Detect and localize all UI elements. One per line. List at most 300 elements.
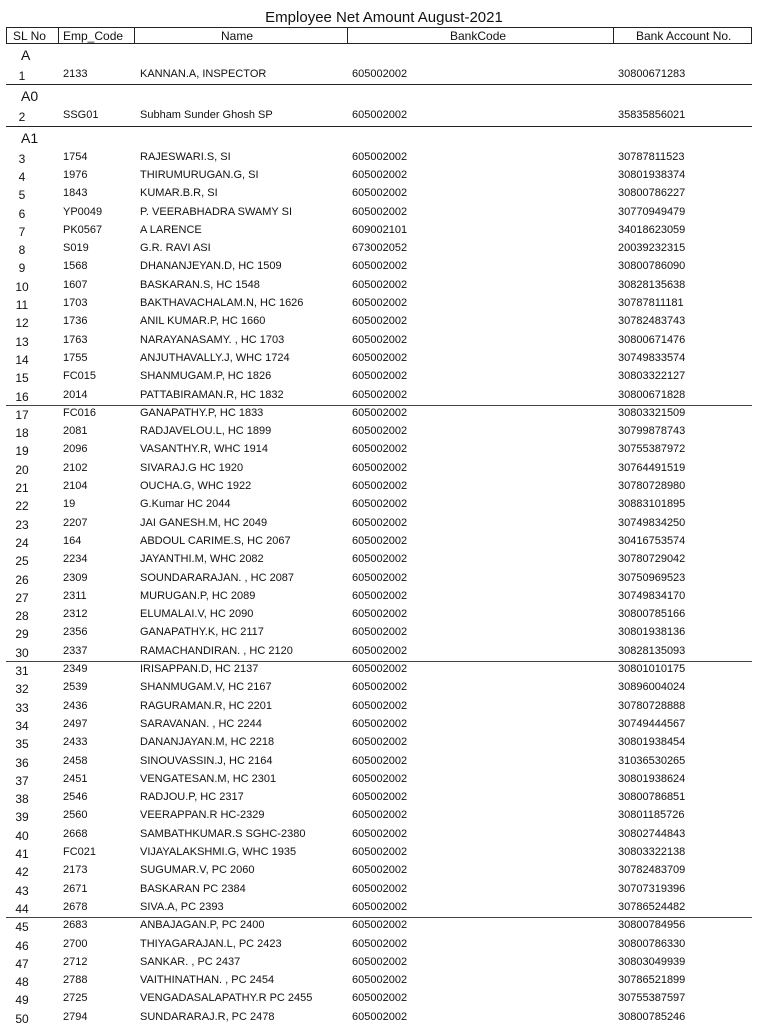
cell-name: DHANANJEYAN.D, HC 1509 [140, 260, 282, 273]
cell-sl-no: 47 [15, 956, 29, 971]
page-title: Employee Net Amount August-2021 [265, 9, 503, 26]
table-row [6, 349, 752, 367]
table-row [6, 806, 752, 824]
cell-name: THIYAGARAJAN.L, PC 2423 [140, 937, 282, 950]
table-row [6, 312, 752, 330]
cell-name: G.Kumar HC 2044 [140, 498, 231, 511]
table-row [6, 514, 752, 532]
cell-bank-code: 605002002 [352, 534, 408, 547]
cell-sl-no: 4 [18, 169, 26, 184]
cell-emp-code: 2725 [63, 992, 88, 1005]
cell-bank-code: 605002002 [352, 864, 408, 877]
cell-emp-code: 2311 [63, 589, 87, 602]
cell-emp-code: 2433 [63, 736, 88, 749]
cell-sl-no: 14 [15, 352, 29, 367]
cell-sl-no: 28 [15, 609, 29, 624]
group-header [6, 127, 752, 147]
cell-account: 30800671283 [618, 68, 686, 80]
cell-account: 30782483709 [618, 864, 686, 877]
group-label: A1 [21, 129, 39, 146]
cell-sl-no: 41 [15, 847, 29, 861]
cell-account: 30803049939 [618, 955, 686, 968]
cell-account: 30801938374 [618, 168, 686, 181]
cell-account: 30801938454 [618, 736, 686, 749]
cell-bank-code: 609002101 [352, 223, 408, 236]
table-row [6, 605, 752, 623]
cell-account: 30787811181 [618, 297, 684, 309]
cell-sl-no: 21 [15, 481, 29, 495]
cell-name: SUGUMAR.V, PC 2060 [140, 864, 255, 877]
cell-account: 30749834170 [618, 589, 686, 602]
cell-account: 30787811523 [618, 150, 685, 163]
cell-name: VASANTHY.R, WHC 1914 [140, 443, 268, 456]
cell-emp-code: 2788 [63, 974, 88, 987]
employee-table-body [6, 44, 752, 1024]
table-row [6, 331, 752, 349]
cell-account: 30750969523 [618, 571, 686, 584]
cell-account: 30780728980 [618, 480, 686, 492]
cell-bank-code: 605002002 [352, 315, 408, 328]
cell-bank-code: 605002002 [352, 974, 408, 987]
cell-account: 30800786227 [618, 187, 686, 200]
cell-emp-code: 2337 [63, 644, 88, 657]
cell-bank-code: 605002002 [352, 827, 408, 840]
cell-account: 30800784956 [618, 919, 686, 932]
cell-bank-code: 605002002 [352, 1010, 408, 1023]
cell-sl-no: 44 [15, 901, 29, 916]
cell-name: OUCHA.G, WHC 1922 [140, 480, 252, 492]
cell-bank-code: 605002002 [352, 516, 408, 529]
cell-sl-no: 39 [15, 810, 29, 825]
cell-name: RADJOU.P, HC 2317 [140, 791, 244, 804]
cell-sl-no: 49 [15, 993, 29, 1008]
cell-account: 30780729042 [618, 553, 686, 566]
table-row [6, 106, 752, 124]
cell-account: 30782483743 [618, 315, 686, 328]
cell-account: 30780728888 [618, 699, 686, 712]
cell-sl-no: 32 [15, 682, 29, 697]
cell-emp-code: 2096 [63, 443, 88, 456]
table-row [6, 788, 752, 806]
cell-sl-no: 20 [15, 462, 29, 477]
table-row [6, 422, 752, 440]
cell-sl-no: 40 [15, 828, 29, 843]
cell-bank-code: 605002002 [352, 443, 408, 456]
cell-name: BASKARAN.S, HC 1548 [140, 278, 260, 291]
cell-sl-no: 15 [15, 371, 29, 386]
cell-account: 30770949479 [618, 205, 686, 218]
table-row [6, 916, 752, 934]
cell-name: KUMAR.B.R, SI [140, 187, 218, 200]
table-row [6, 770, 752, 788]
cell-name: JAYANTHI.M, WHC 2082 [140, 553, 264, 566]
cell-bank-code: 605002002 [352, 351, 408, 364]
table-row [6, 459, 752, 477]
cell-account: 30800785166 [618, 608, 686, 621]
cell-emp-code: 1755 [63, 351, 88, 364]
cell-sl-no: 6 [18, 206, 26, 221]
cell-account: 20039232315 [618, 242, 686, 255]
cell-bank-code: 605002002 [352, 109, 408, 122]
cell-emp-code: 1607 [63, 278, 88, 291]
cell-name: VENGATESAN.M, HC 2301 [140, 772, 277, 785]
cell-emp-code: 2102 [63, 461, 88, 474]
cell-emp-code: 2678 [63, 900, 88, 913]
cell-sl-no: 37 [15, 773, 29, 788]
group-label: A [21, 47, 31, 63]
cell-sl-no: 18 [15, 426, 29, 441]
cell-bank-code: 605002002 [352, 754, 408, 767]
cell-emp-code: 2794 [63, 1010, 88, 1023]
cell-bank-code: 605002002 [352, 388, 408, 401]
cell-name: ANBAJAGAN.P, PC 2400 [140, 919, 265, 932]
col-header-sl-no: SL No [13, 29, 46, 43]
cell-account: 30749833574 [618, 351, 686, 364]
table-row [6, 935, 752, 953]
table-header [6, 27, 752, 44]
cell-bank-code: 605002002 [352, 955, 408, 968]
group-header [6, 85, 752, 105]
cell-bank-code: 605002002 [352, 278, 408, 291]
cell-emp-code: 2207 [63, 516, 88, 529]
cell-bank-code: 605002002 [352, 992, 408, 1005]
cell-emp-code: 2014 [63, 388, 88, 401]
cell-sl-no: 10 [15, 279, 29, 294]
cell-sl-no: 34 [15, 718, 29, 733]
cell-sl-no: 1 [18, 69, 26, 83]
cell-account: 30764491519 [618, 461, 686, 474]
cell-bank-code: 605002002 [352, 919, 408, 932]
cell-name: ANJUTHAVALLY.J, WHC 1724 [140, 351, 290, 364]
cell-sl-no: 50 [15, 1011, 29, 1026]
cell-bank-code: 605002002 [352, 626, 408, 639]
cell-emp-code: 2309 [63, 571, 88, 584]
cell-sl-no: 11 [15, 298, 29, 312]
table-row [6, 166, 752, 184]
table-row [6, 477, 752, 495]
table-row [6, 203, 752, 221]
cell-account: 34018623059 [618, 223, 686, 236]
cell-account: 30801185726 [618, 809, 685, 822]
cell-name: MURUGAN.P, HC 2089 [140, 589, 256, 602]
cell-name: A LARENCE [140, 223, 202, 236]
cell-emp-code: 2234 [63, 553, 88, 566]
cell-emp-code: 2356 [63, 626, 88, 639]
table-row [6, 697, 752, 715]
cell-name: SINOUVASSIN.J, HC 2164 [140, 754, 273, 767]
cell-sl-no: 26 [15, 572, 29, 587]
cell-emp-code: 2671 [63, 882, 88, 895]
cell-bank-code: 605002002 [352, 736, 408, 749]
cell-emp-code: 2683 [63, 919, 88, 932]
cell-bank-code: 605002002 [352, 900, 408, 913]
cell-account: 30800786090 [618, 260, 686, 273]
cell-emp-code: 2458 [63, 754, 88, 767]
cell-sl-no: 22 [15, 499, 29, 514]
cell-emp-code: YP0049 [63, 205, 103, 218]
cell-name: VIJAYALAKSHMI.G, WHC 1935 [140, 846, 297, 858]
cell-emp-code: 164 [63, 534, 82, 547]
cell-name: VAITHINATHAN. , PC 2454 [140, 974, 275, 987]
cell-emp-code: 2173 [63, 864, 88, 877]
cell-name: SIVARAJ.G HC 1920 [140, 461, 244, 474]
cell-account: 30416753574 [618, 534, 686, 547]
col-header-emp-code: Emp_Code [63, 29, 124, 43]
cell-bank-code: 605002002 [352, 937, 408, 950]
cell-bank-code: 605002002 [352, 425, 408, 438]
cell-name: RAJESWARI.S, SI [140, 150, 231, 163]
table-row [6, 404, 752, 422]
cell-name: SARAVANAN. , HC 2244 [140, 717, 262, 730]
table-row [6, 239, 752, 257]
cell-name: SHANMUGAM.V, HC 2167 [140, 681, 272, 694]
group-header [6, 44, 752, 64]
cell-name: Subham Sunder Ghosh SP [140, 109, 273, 122]
cell-account: 30801010175 [618, 663, 686, 675]
cell-sl-no: 25 [15, 554, 29, 569]
cell-bank-code: 605002002 [352, 791, 408, 804]
cell-name: SANKAR. , PC 2437 [140, 955, 241, 968]
cell-sl-no: 27 [15, 590, 29, 605]
col-header-bank-code: BankCode [450, 29, 507, 43]
table-row [6, 752, 752, 770]
cell-account: 30707319396 [618, 882, 686, 895]
cell-name: RAGURAMAN.R, HC 2201 [140, 699, 273, 712]
cell-emp-code: 1703 [63, 297, 88, 309]
col-header-name: Name [221, 29, 254, 43]
cell-sl-no: 36 [15, 755, 29, 770]
table-row [6, 367, 752, 385]
cell-emp-code: 2451 [63, 772, 88, 785]
cell-account: 31036530265 [618, 754, 686, 767]
cell-name: ANIL KUMAR.P, HC 1660 [140, 315, 266, 328]
cell-account: 30883101895 [618, 498, 686, 511]
table-row [6, 65, 752, 83]
cell-account: 30800671476 [618, 333, 686, 346]
group-label: A0 [21, 88, 39, 105]
cell-sl-no: 9 [18, 261, 26, 276]
cell-sl-no: 3 [18, 151, 26, 166]
cell-sl-no: 13 [15, 334, 29, 349]
cell-bank-code: 605002002 [352, 333, 408, 346]
cell-account: 30755387597 [618, 992, 686, 1005]
table-row [6, 587, 752, 605]
cell-bank-code: 605002002 [352, 370, 408, 383]
cell-sl-no: 8 [18, 243, 26, 258]
table-row [6, 550, 752, 568]
cell-sl-no: 31 [15, 664, 29, 678]
cell-bank-code: 605002002 [352, 498, 408, 511]
cell-account: 30786521899 [618, 974, 686, 987]
cell-name: VENGADASALAPATHY.R PC 2455 [140, 992, 313, 1005]
cell-account: 30828135638 [618, 278, 686, 291]
cell-account: 30896004024 [618, 681, 686, 694]
table-row [6, 678, 752, 696]
table-row [6, 880, 752, 898]
cell-name: PATTABIRAMAN.R, HC 1832 [140, 388, 284, 401]
cell-emp-code: FC021 [63, 846, 97, 858]
cell-name: THIRUMURUGAN.G, SI [140, 168, 259, 181]
table-row [6, 184, 752, 202]
cell-account: 30828135093 [618, 644, 686, 657]
cell-account: 30755387972 [618, 443, 686, 456]
cell-bank-code: 605002002 [352, 553, 408, 566]
table-row [6, 733, 752, 751]
cell-emp-code: 2712 [63, 955, 88, 968]
cell-bank-code: 605002002 [352, 663, 408, 675]
table-row [6, 569, 752, 587]
cell-bank-code: 605002002 [352, 681, 408, 694]
cell-name: G.R. RAVI ASI [140, 242, 211, 255]
cell-sl-no: 48 [15, 975, 29, 990]
table-row [6, 642, 752, 660]
table-row [6, 660, 752, 678]
cell-emp-code: 1754 [63, 150, 88, 163]
cell-account: 30799878743 [618, 425, 686, 438]
cell-name: SHANMUGAM.P, HC 1826 [140, 370, 272, 383]
cell-name: SUNDARARAJ.R, PC 2478 [140, 1010, 275, 1023]
table-row [6, 953, 752, 971]
cell-name: RAMACHANDIRAN. , HC 2120 [140, 644, 293, 657]
table-row [6, 971, 752, 989]
cell-sl-no: 2 [18, 110, 26, 125]
cell-emp-code: FC016 [63, 406, 97, 419]
cell-account: 30800785246 [618, 1010, 686, 1023]
cell-bank-code: 605002002 [352, 150, 408, 163]
cell-name: BAKTHAVACHALAM.N, HC 1626 [140, 297, 304, 309]
cell-bank-code: 605002002 [352, 571, 408, 584]
cell-emp-code: 2312 [63, 608, 88, 621]
cell-emp-code: 1843 [63, 187, 88, 200]
cell-sl-no: 33 [15, 700, 29, 715]
table-row [6, 861, 752, 879]
cell-emp-code: 2560 [63, 809, 88, 822]
cell-account: 30786524482 [618, 900, 686, 913]
cell-account: 30800671828 [618, 388, 686, 401]
cell-emp-code: 1736 [63, 315, 88, 328]
cell-name: SIVA.A, PC 2393 [140, 900, 224, 913]
cell-account: 30802744843 [618, 827, 686, 840]
cell-name: ABDOUL CARIME.S, HC 2067 [140, 534, 291, 547]
cell-bank-code: 605002002 [352, 461, 408, 474]
cell-name: GANAPATHY.K, HC 2117 [140, 626, 264, 639]
table-row [6, 989, 752, 1007]
cell-name: GANAPATHY.P, HC 1833 [140, 406, 264, 419]
cell-sl-no: 43 [15, 883, 29, 898]
cell-account: 30749834250 [618, 516, 686, 529]
cell-emp-code: FC015 [63, 370, 97, 383]
table-row [6, 1008, 752, 1026]
cell-emp-code: 2104 [63, 480, 88, 492]
cell-bank-code: 605002002 [352, 644, 408, 657]
table-row [6, 440, 752, 458]
cell-sl-no: 23 [15, 517, 29, 532]
cell-sl-no: 38 [15, 792, 29, 807]
cell-emp-code: 2436 [63, 699, 88, 712]
cell-sl-no: 29 [15, 627, 29, 642]
table-row [6, 843, 752, 861]
cell-name: DANANJAYAN.M, HC 2218 [140, 736, 275, 749]
cell-emp-code: 2539 [63, 681, 88, 694]
table-row [6, 386, 752, 404]
cell-account: 35835856021 [618, 109, 686, 122]
cell-bank-code: 605002002 [352, 480, 408, 492]
cell-name: RADJAVELOU.L, HC 1899 [140, 425, 272, 438]
cell-account: 30800786851 [618, 791, 686, 804]
cell-account: 30801938624 [618, 772, 686, 785]
cell-emp-code: 1568 [63, 260, 88, 273]
cell-sl-no: 19 [15, 444, 29, 459]
cell-emp-code: 1976 [63, 168, 88, 181]
table-row [6, 715, 752, 733]
cell-bank-code: 605002002 [352, 187, 408, 200]
cell-sl-no: 5 [18, 188, 26, 203]
cell-bank-code: 605002002 [352, 699, 408, 712]
table-row [6, 495, 752, 513]
cell-name: P. VEERABHADRA SWAMY SI [140, 205, 293, 218]
col-header-account: Bank Account No. [636, 29, 732, 43]
cell-name: JAI GANESH.M, HC 2049 [140, 516, 268, 529]
cell-emp-code: 2546 [63, 791, 88, 804]
table-row [6, 294, 752, 312]
table-row [6, 221, 752, 239]
cell-emp-code: 2081 [63, 425, 88, 438]
cell-emp-code: SSG01 [63, 109, 99, 122]
cell-account: 30801938136 [618, 626, 686, 639]
cell-emp-code: 2349 [63, 663, 88, 675]
cell-bank-code: 605002002 [352, 589, 408, 602]
cell-emp-code: 2497 [63, 717, 88, 730]
cell-emp-code: S019 [63, 242, 89, 255]
table-row [6, 276, 752, 294]
cell-name: NARAYANASAMY. , HC 1703 [140, 333, 285, 346]
table-row [6, 257, 752, 275]
table-row [6, 623, 752, 641]
cell-bank-code: 673002052 [352, 242, 408, 255]
cell-sl-no: 7 [18, 224, 26, 239]
cell-bank-code: 605002002 [352, 297, 408, 309]
cell-emp-code: 2700 [63, 937, 88, 950]
table-row [6, 148, 752, 166]
cell-name: SOUNDARARAJAN. , HC 2087 [140, 571, 295, 584]
cell-bank-code: 605002002 [352, 260, 408, 273]
cell-sl-no: 16 [15, 389, 29, 404]
cell-name: ELUMALAI.V, HC 2090 [140, 608, 254, 621]
cell-bank-code: 605002002 [352, 168, 408, 181]
cell-emp-code: PK0567 [63, 223, 103, 236]
cell-bank-code: 605002002 [352, 846, 408, 858]
cell-bank-code: 605002002 [352, 68, 408, 80]
cell-account: 30803321509 [618, 406, 686, 419]
cell-account: 30803322138 [618, 846, 686, 858]
cell-account: 30800786330 [618, 937, 686, 950]
cell-bank-code: 605002002 [352, 809, 408, 822]
cell-account: 30803322127 [618, 370, 686, 383]
table-row [6, 898, 752, 916]
cell-sl-no: 45 [15, 920, 29, 935]
cell-sl-no: 17 [15, 407, 29, 422]
cell-emp-code: 1763 [63, 333, 88, 346]
cell-name: KANNAN.A, INSPECTOR [140, 68, 267, 80]
cell-sl-no: 12 [15, 316, 29, 331]
cell-bank-code: 605002002 [352, 772, 408, 785]
cell-name: SAMBATHKUMAR.S SGHC-2380 [140, 827, 306, 840]
cell-sl-no: 30 [15, 645, 29, 660]
cell-emp-code: 2668 [63, 827, 88, 840]
cell-account: 30749444567 [618, 717, 686, 730]
cell-bank-code: 605002002 [352, 717, 408, 730]
cell-bank-code: 605002002 [352, 205, 408, 218]
